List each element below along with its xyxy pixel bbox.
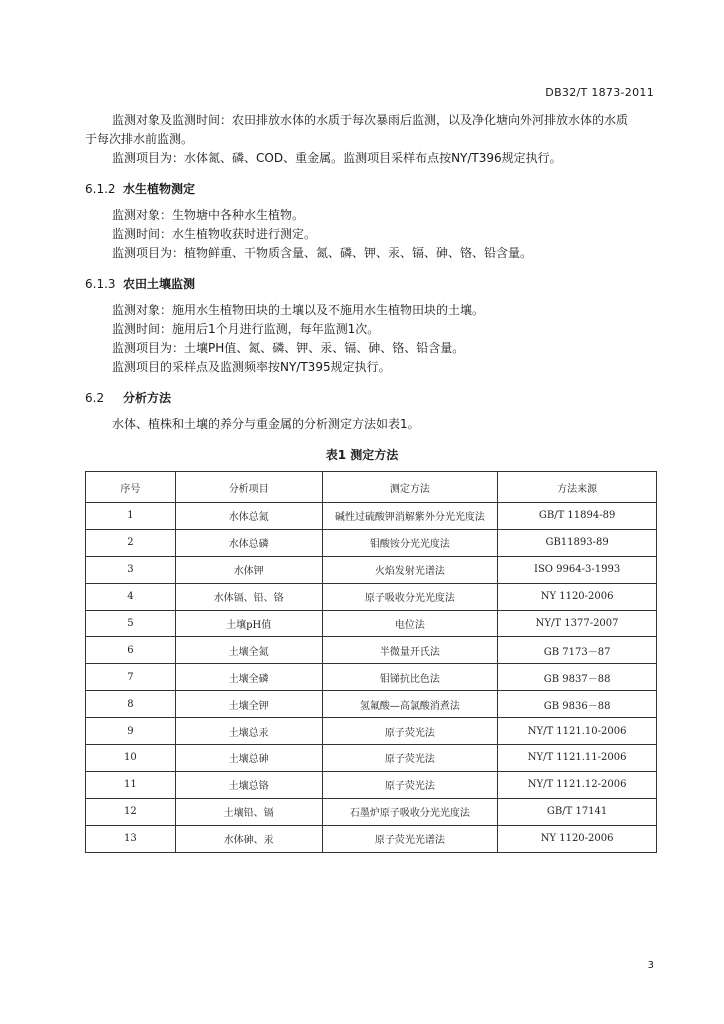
table-row bbox=[86, 664, 657, 691]
table-row bbox=[86, 503, 657, 530]
col-header-item: 分析项目 bbox=[175, 472, 322, 503]
cell-index: 9 bbox=[86, 718, 176, 745]
section-heading-6-1-3 bbox=[85, 275, 195, 292]
section-title: 农田土壤监测 bbox=[123, 277, 196, 291]
cell-source: GB 7173－87 bbox=[498, 637, 657, 664]
cell-source: ISO 9964-3-1993 bbox=[498, 556, 657, 583]
cell-item: 土壤全氮 bbox=[175, 637, 322, 664]
cell-index: 1 bbox=[86, 503, 176, 530]
cell-item: 水体总磷 bbox=[175, 529, 322, 556]
cell-source: NY 1120-2006 bbox=[498, 825, 657, 852]
cell-item: 水体钾 bbox=[175, 556, 322, 583]
cell-item: 土壤总汞 bbox=[175, 718, 322, 745]
s62-line-1: 水体、植株和土壤的养分与重金属的分析测定方法如表1。 bbox=[112, 417, 420, 431]
section-number: 6.2 bbox=[85, 391, 105, 405]
cell-item: 土壤总铬 bbox=[175, 771, 322, 798]
cell-item: 水体镉、铅、铬 bbox=[175, 583, 322, 610]
cell-index: 7 bbox=[86, 664, 176, 691]
standard-code: DB32/T 1873-2011 bbox=[545, 86, 654, 99]
cell-method: 钼锑抗比色法 bbox=[322, 664, 498, 691]
cell-source: NY/T 1121.12-2006 bbox=[498, 771, 657, 798]
paragraph-monitoring-target-line1: 监测对象及监测时间：农田排放水体的水质于每次暴雨后监测，以及净化塘向外河排放水体的水质 bbox=[112, 113, 629, 127]
s612-line-1: 监测对象：生物塘中各种水生植物。 bbox=[112, 208, 305, 222]
cell-method: 碱性过硫酸钾消解紫外分光光度法 bbox=[322, 503, 498, 530]
s613-line-3: 监测项目为：土壤PH值、氮、磷、钾、汞、镉、砷、铬、铅含量。 bbox=[112, 341, 465, 355]
table-row bbox=[86, 556, 657, 583]
s613-line-1: 监测对象：施用水生植物田块的土壤以及不施用水生植物田块的土壤。 bbox=[112, 303, 485, 317]
cell-source: NY/T 1377-2007 bbox=[498, 610, 657, 637]
s612-line-3: 监测项目为：植物鲜重、干物质含量、氮、磷、钾、汞、镉、砷、铬、铅含量。 bbox=[112, 246, 533, 260]
cell-method: 原子荧光法 bbox=[322, 771, 498, 798]
page-number: 3 bbox=[647, 960, 654, 971]
cell-item: 土壤总砷 bbox=[175, 745, 322, 772]
section-number: 6.1.2 bbox=[85, 182, 116, 196]
cell-method: 钼酸铵分光光度法 bbox=[322, 529, 498, 556]
table-row bbox=[86, 745, 657, 772]
cell-method: 半微量开氏法 bbox=[322, 637, 498, 664]
cell-index: 3 bbox=[86, 556, 176, 583]
cell-method: 原子荧光法 bbox=[322, 745, 498, 772]
s613-line-4: 监测项目的采样点及监测频率按NY/T395规定执行。 bbox=[112, 360, 391, 374]
cell-item: 土壤全钾 bbox=[175, 691, 322, 718]
table-row bbox=[86, 583, 657, 610]
cell-source: NY/T 1121.10-2006 bbox=[498, 718, 657, 745]
cell-method: 原子荧光光谱法 bbox=[322, 825, 498, 852]
cell-index: 8 bbox=[86, 691, 176, 718]
cell-method: 原子吸收分光光度法 bbox=[322, 583, 498, 610]
cell-index: 5 bbox=[86, 610, 176, 637]
cell-method: 氢氟酸—高氯酸消煮法 bbox=[322, 691, 498, 718]
cell-method: 电位法 bbox=[322, 610, 498, 637]
cell-method: 火焰发射光谱法 bbox=[322, 556, 498, 583]
section-heading-6-2 bbox=[85, 389, 171, 406]
cell-source: GB/T 11894-89 bbox=[498, 503, 657, 530]
section-number: 6.1.3 bbox=[85, 277, 116, 291]
table-body bbox=[86, 503, 657, 853]
s612-line-2: 监测时间：水生植物收获时进行测定。 bbox=[112, 227, 317, 241]
table-header-row bbox=[86, 472, 657, 503]
methods-table bbox=[85, 471, 657, 853]
section-heading-6-1-2 bbox=[85, 180, 195, 197]
table-row bbox=[86, 825, 657, 852]
cell-index: 12 bbox=[86, 798, 176, 825]
cell-source: GB 9837－88 bbox=[498, 664, 657, 691]
cell-index: 6 bbox=[86, 637, 176, 664]
table-row bbox=[86, 610, 657, 637]
cell-method: 原子荧光法 bbox=[322, 718, 498, 745]
cell-item: 水体总氮 bbox=[175, 503, 322, 530]
cell-item: 水体砷、汞 bbox=[175, 825, 322, 852]
cell-item: 土壤铅、镉 bbox=[175, 798, 322, 825]
table-row bbox=[86, 798, 657, 825]
cell-method: 石墨炉原子吸收分光光度法 bbox=[322, 798, 498, 825]
cell-source: GB 9836－88 bbox=[498, 691, 657, 718]
cell-source: NY/T 1121.11-2006 bbox=[498, 745, 657, 772]
table-row bbox=[86, 691, 657, 718]
cell-index: 13 bbox=[86, 825, 176, 852]
paragraph-monitoring-items: 监测项目为：水体氮、磷、COD、重金属。监测项目采样布点按NY/T396规定执行。 bbox=[112, 151, 562, 165]
col-header-source: 方法来源 bbox=[498, 472, 657, 503]
table-row bbox=[86, 718, 657, 745]
cell-index: 4 bbox=[86, 583, 176, 610]
s613-line-2: 监测时间：施用后1个月进行监测，每年监测1次。 bbox=[112, 322, 380, 336]
cell-index: 11 bbox=[86, 771, 176, 798]
cell-source: NY 1120-2006 bbox=[498, 583, 657, 610]
cell-source: GB11893-89 bbox=[498, 529, 657, 556]
cell-item: 土壤pH值 bbox=[175, 610, 322, 637]
table-row bbox=[86, 771, 657, 798]
table-row bbox=[86, 529, 657, 556]
cell-index: 10 bbox=[86, 745, 176, 772]
section-title: 分析方法 bbox=[123, 391, 172, 405]
cell-source: GB/T 17141 bbox=[498, 798, 657, 825]
table-caption: 表1 测定方法 bbox=[325, 448, 399, 462]
paragraph-monitoring-target-line2: 于每次排水前监测。 bbox=[85, 132, 194, 146]
col-header-method: 测定方法 bbox=[322, 472, 498, 503]
cell-item: 土壤全磷 bbox=[175, 664, 322, 691]
cell-index: 2 bbox=[86, 529, 176, 556]
table-row bbox=[86, 637, 657, 664]
col-header-index: 序号 bbox=[86, 472, 176, 503]
section-title: 水生植物测定 bbox=[123, 182, 196, 196]
